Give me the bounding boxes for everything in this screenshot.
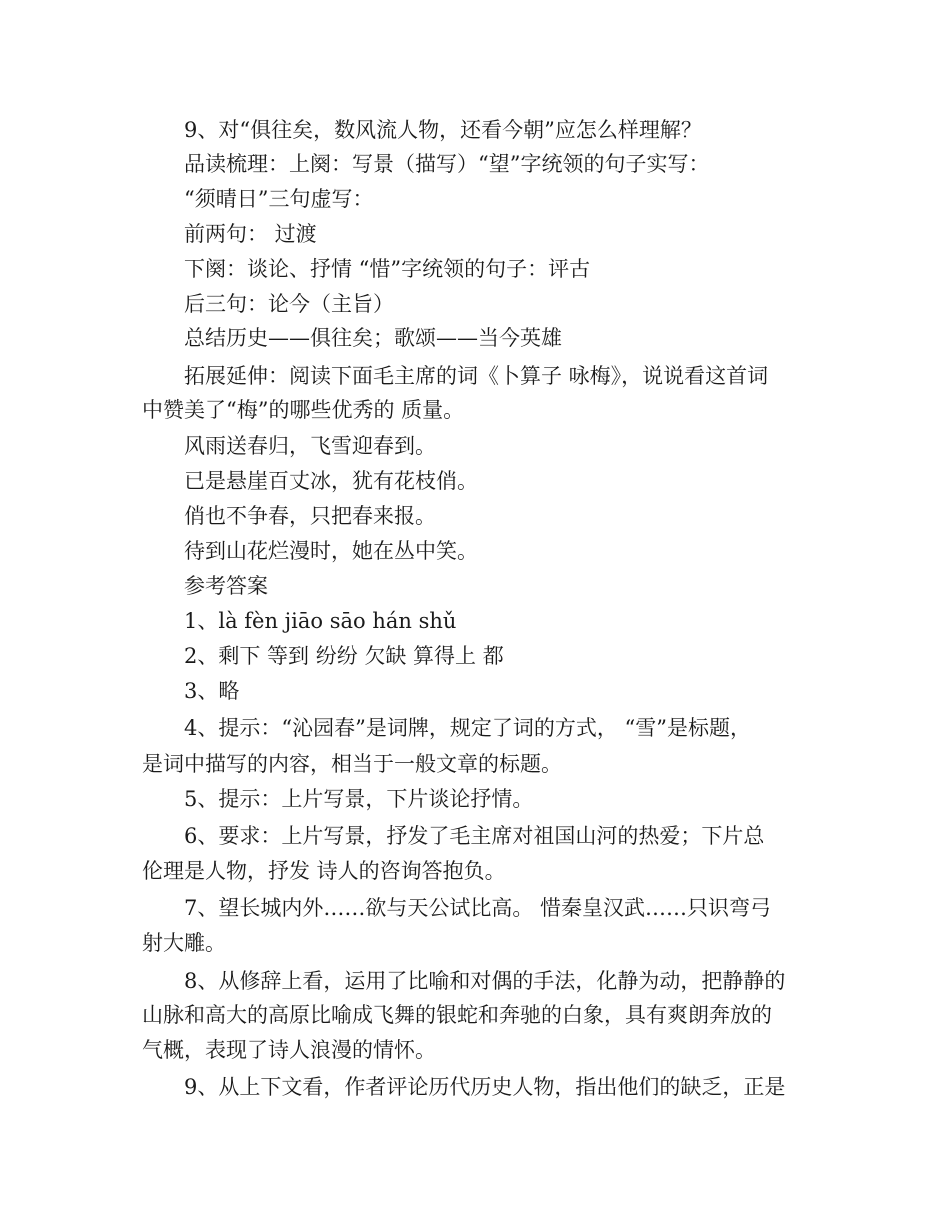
text-line: 前两句： 过渡 [184,222,317,246]
text-line: 风雨送春归，飞雪迎春到。 [184,434,436,458]
section-heading: 参考答案 [184,574,268,598]
text-line: 1、là fèn jiāo sāo hán shǔ [184,609,457,633]
text-line: 待到山花烂漫时，她在丛中笑。 [184,539,478,563]
text-line: 6、要求：上片写景，抒发了毛主席对祖国山河的热爱；下片总 [184,824,765,848]
text-line: 8、从修辞上看，运用了比喻和对偶的手法，化静为动，把静静的 [184,969,786,993]
text-line: 山脉和高大的高原比喻成飞舞的银蛇和奔驰的白象，具有爽朗奔放的 [142,1003,772,1027]
text-line: 下阕：谈论、抒情 “惜”字统领的句子：评古 [184,257,591,281]
text-line: 9、从上下文看，作者评论历代历史人物，指出他们的缺乏，正是 [184,1075,786,1099]
text-line: 2、剩下 等到 纷纷 欠缺 算得上 都 [184,644,504,668]
text-line: 俏也不争春，只把春来报。 [184,504,436,528]
text-line: 4、提示：“沁园春”是词牌，规定了词的方式， “雪”是标题， [184,716,751,740]
text-line: 伦理是人物，抒发 诗人的咨询答抱负。 [142,859,506,883]
text-line: 拓展延伸：阅读下面毛主席的词《卜算子 咏梅》，说说看这首词 [184,364,769,388]
text-line: 气概，表现了诗人浪漫的情怀。 [142,1038,436,1062]
text-line: 后三句：论今（主旨） [184,292,394,316]
text-line: “须晴日”三句虚写： [184,187,374,211]
text-line: 7、望长城内外……欲与天公试比高。 惜秦皇汉武……只识弯弓 [184,896,772,920]
text-line: 已是悬崖百丈冰，犹有花枝俏。 [184,469,478,493]
text-line: 5、提示：上片写景，下片谈论抒情。 [184,787,534,811]
text-line: 品读梳理：上阕：写景（描写）“望”字统领的句子实写： [184,152,710,176]
text-line: 总结历史——俱往矣；歌颂——当今英雄 [184,326,562,350]
text-line: 9、对“俱往矣，数风流人物，还看今朝”应怎么样理解？ [184,118,702,142]
text-line: 是词中描写的内容，相当于一般文章的标题。 [142,752,562,776]
text-line: 中赞美了“梅”的哪些优秀的 质量。 [142,398,465,422]
text-line: 射大雕。 [142,931,226,955]
text-line: 3、略 [184,679,240,703]
